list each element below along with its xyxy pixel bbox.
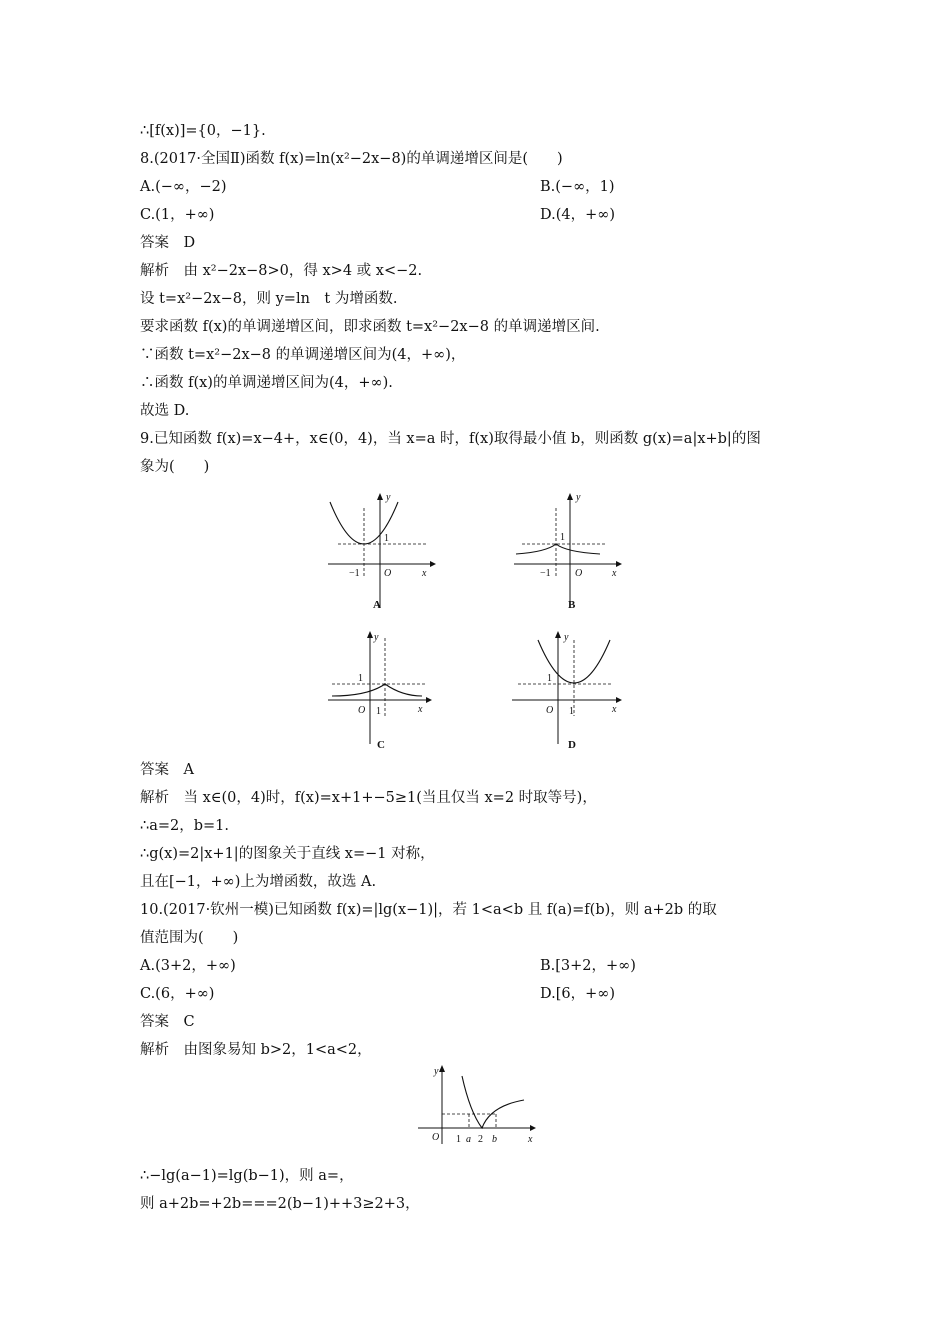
origin-label: O [358, 705, 366, 716]
option-row [140, 205, 615, 225]
axis-x-label: x [528, 1134, 533, 1145]
option-a: A.(3+2，+∞) [140, 958, 236, 974]
origin-label: O [575, 568, 583, 579]
option-row [140, 177, 615, 197]
option-c: C.(6，+∞) [140, 986, 215, 1002]
analysis-line: 解析 当 x∈(0，4)时，f(x)=x+1+−5≥1(当且仅当 x=2 时取等号)， [140, 790, 597, 806]
text-line: 且在[−1，+∞)上为增函数，故选 A. [140, 874, 377, 890]
tick-label: −1 [349, 568, 360, 579]
caption-label: B [568, 599, 576, 611]
analysis-line: 解析 由 x²−2x−8>0，得 x>4 或 x<−2. [140, 263, 423, 279]
answer-line: 答案 C [140, 1014, 195, 1030]
tick-label: b [492, 1134, 497, 1145]
tick-label: −1 [540, 568, 551, 579]
tick-label: 1 [569, 706, 574, 717]
text-line: 象为( ) [140, 459, 210, 475]
text-line: 值范围为( ) [140, 930, 239, 946]
origin-label: O [384, 568, 392, 579]
graph-c [318, 628, 438, 758]
question-8: 8.(2017·全国Ⅱ)函数 f(x)=ln(x²−2x−8)的单调递增区间是( ) [140, 151, 563, 167]
axis-y-label: y [374, 632, 379, 643]
option-row [140, 984, 615, 1004]
axis-y-label: y [434, 1066, 439, 1077]
text-line: ∴函数 f(x)的单调递增区间为(4，+∞). [140, 375, 393, 391]
origin-label: O [432, 1132, 440, 1143]
text-line: 则 a+2b=+2b===2(b−1)++3≥2+3， [140, 1196, 420, 1212]
graph-b [508, 488, 628, 618]
analysis-line: 解析 由图象易知 b>2，1<a<2， [140, 1042, 372, 1058]
tick-label: 1 [376, 706, 381, 717]
tick-label: 2 [478, 1134, 483, 1145]
option-a: A.(−∞，−2) [140, 179, 227, 195]
origin-label: O [546, 705, 554, 716]
text-line: ∴a=2，b=1. [140, 818, 230, 834]
question-9: 9.已知函数 f(x)=x−4+，x∈(0，4)，当 x=a 时，f(x)取得最小值 b，则函数 g(x)=a|x+b|的图 [140, 431, 761, 447]
answer-line: 答案 D [140, 235, 196, 251]
tick-label: 1 [560, 532, 565, 543]
text-line: 要求函数 f(x)的单调递增区间，即求函数 t=x²−2x−8 的单调递增区间. [140, 319, 600, 335]
tick-label: 1 [384, 533, 389, 544]
tick-label: 1 [456, 1134, 461, 1145]
option-d: D.[6，+∞) [540, 986, 615, 1002]
text-line: ∴g(x)=2|x+1|的图象关于直线 x=−1 对称， [140, 846, 435, 862]
option-c: C.(1，+∞) [140, 207, 215, 223]
caption-label: C [377, 739, 385, 751]
text-line: 设 t=x²−2x−8，则 y=ln t 为增函数. [140, 291, 398, 307]
tick-label: 1 [358, 673, 363, 684]
axis-y-label: y [564, 632, 569, 643]
axis-y-label: y [386, 492, 391, 503]
caption-label: D [568, 739, 576, 751]
option-b: B.(−∞，1) [540, 179, 615, 195]
option-row [140, 956, 636, 976]
question-10: 10.(2017·钦州一模)已知函数 f(x)=|lg(x−1)|，若 1<a<b 且 f(a)=f(b)，则 a+2b 的取 [140, 902, 717, 918]
option-d: D.(4，+∞) [540, 207, 615, 223]
graph-a [318, 488, 438, 618]
text-line: ∴[f(x)]={0，−1}. [140, 123, 266, 139]
caption-label: A [373, 599, 381, 611]
text-line: 故选 D. [140, 403, 190, 419]
axis-y-label: y [576, 492, 581, 503]
text-line: ∵函数 t=x²−2x−8 的单调递增区间为(4，+∞)， [140, 347, 466, 363]
axis-x-label: x [612, 568, 617, 579]
text-line: ∴−lg(a−1)=lg(b−1)，则 a=， [140, 1168, 354, 1184]
option-b: B.[3+2，+∞) [540, 958, 636, 974]
tick-label: 1 [547, 673, 552, 684]
lg-graph [414, 1062, 540, 1152]
answer-line: 答案 A [140, 762, 194, 778]
tick-label: a [466, 1134, 471, 1145]
axis-x-label: x [418, 704, 423, 715]
axis-x-label: x [422, 568, 427, 579]
axis-x-label: x [612, 704, 617, 715]
graph-d [508, 628, 628, 758]
